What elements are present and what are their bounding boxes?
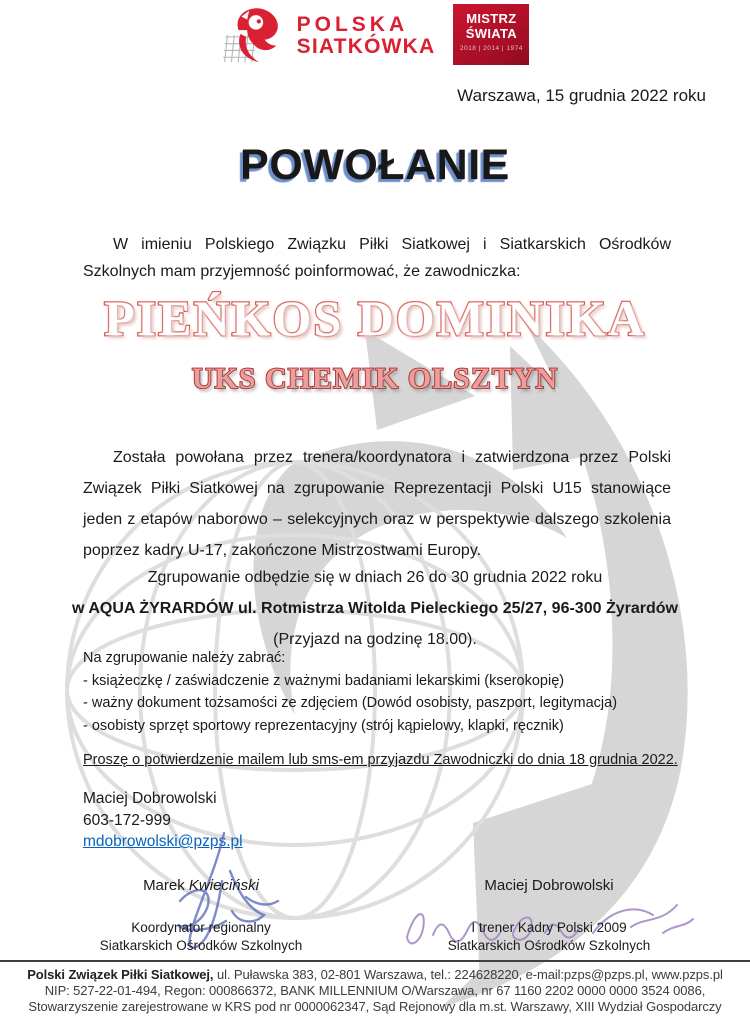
club-name: UKS CHEMIK OLSZTYN bbox=[191, 362, 559, 395]
role-line: Siatkarskich Ośrodków Szkolnych bbox=[447, 937, 651, 953]
footer-org-address: ul. Puławska 383, 02-801 Warszawa, tel.: 224628220, e-mail:pzps@pzps.pl, www.pzps.pl bbox=[213, 967, 723, 982]
logo-wordmark bbox=[297, 14, 436, 58]
signature-block-left bbox=[70, 877, 332, 954]
confirmation-note: Proszę o potwierdzenie mailem lub sms-em przyjazdu Zawodniczki do dnia 18 grudnia 2022. bbox=[83, 752, 678, 768]
checklist bbox=[83, 647, 703, 737]
badge-line2: ŚWIATA bbox=[465, 25, 517, 41]
role-line: I trener Kadry Polski 2009 bbox=[471, 920, 627, 935]
checklist-item: - książeczkę / zaświadczenie z ważnymi badaniami lekarskimi (kserokopię) bbox=[83, 672, 565, 689]
badge-line1: MISTRZ bbox=[466, 11, 517, 26]
camp-details bbox=[70, 562, 680, 655]
dateline: Warszawa, 15 grudnia 2022 roku bbox=[457, 86, 706, 105]
checklist-heading: Na zgrupowanie należy zabrać: bbox=[83, 650, 286, 666]
role-line: Siatkarskich Ośrodków Szkolnych bbox=[99, 937, 303, 953]
signatory-name-left bbox=[70, 877, 332, 894]
world-champion-badge bbox=[453, 4, 529, 65]
footer-org-name: Polski Związek Piłki Siatkowej, bbox=[27, 967, 214, 982]
signatory-role-left bbox=[70, 919, 332, 954]
camp-location: w AQUA ŻYRARDÓW ul. Rotmistrza Witolda Pieleckiego 25/27, 96-300 Żyrardów bbox=[72, 600, 678, 617]
contact-block bbox=[83, 788, 243, 853]
player-name: PIEŃKOS DOMINIKA bbox=[104, 290, 646, 346]
footer bbox=[0, 960, 750, 1015]
body-paragraph: Została powołana przez trenera/koordynatora i zatwierdzona przez Polski Związek Piłki Siatkowej na zgrupowanie Reprezentacji Polski U15 stanowiące jeden z etapów naborowo – selekcyjnych oraz w perspektywie dalszego szkolenia poprzez kadry U-17, zakończone Mistrzostwami Europy. bbox=[83, 449, 671, 559]
signatory-role-right bbox=[413, 919, 685, 954]
signatory-name-right: Maciej Dobrowolski bbox=[484, 877, 614, 894]
logo-line1: POLSKA bbox=[296, 13, 409, 36]
contact-email-link[interactable]: mdobrowolski@pzps.pl bbox=[83, 833, 243, 850]
intro-paragraph: W imieniu Polskiego Związku Piłki Siatkowej i Siatkarskich Ośrodków Szkolnych mam przyjemność poinformować, że zawodniczka: bbox=[83, 236, 671, 280]
document-title: POWOŁANIE bbox=[240, 141, 510, 189]
header bbox=[0, 4, 750, 65]
badge-years: 2018 | 2014 | 1974 bbox=[459, 45, 523, 52]
signatory-last-name: Kwieciński bbox=[188, 877, 259, 894]
contact-name: Maciej Dobrowolski bbox=[83, 790, 217, 807]
checklist-item: - osobisty sprzęt sportowy reprezentacyjny (strój kąpielowy, klapki, ręcznik) bbox=[83, 717, 564, 734]
footer-line2: NIP: 527-22-01-494, Regon: 000866372, BANK MILLENNIUM O/Warszawa, nr 67 1160 2202 0000 0000 3524 0086, bbox=[44, 983, 706, 998]
signature-block-right bbox=[413, 877, 685, 954]
logo-line2: SIATKÓWKA bbox=[296, 35, 436, 58]
pzps-eagle-logo-icon bbox=[221, 4, 285, 64]
camp-arrival: (Przyjazd na godzinę 18.00). bbox=[273, 631, 477, 648]
footer-line3: Stowarzyszenie zarejestrowane w KRS pod nr 0000062347, Sąd Rejonowy dla m.st. Warszawy, XIII Wydział Gospodarczy bbox=[28, 999, 722, 1014]
role-line: Koordynator regionalny bbox=[131, 920, 271, 935]
footer-line1 bbox=[0, 967, 750, 983]
contact-phone: 603-172-999 bbox=[83, 811, 171, 829]
checklist-item: - ważny dokument tożsamości ze zdjęciem (Dowód osobisty, paszport, legitymacja) bbox=[83, 695, 618, 711]
signatory-first-name: Marek bbox=[143, 877, 189, 894]
camp-dates: Zgrupowanie odbędzie się w dniach 26 do 30 grudnia 2022 roku bbox=[147, 569, 603, 586]
